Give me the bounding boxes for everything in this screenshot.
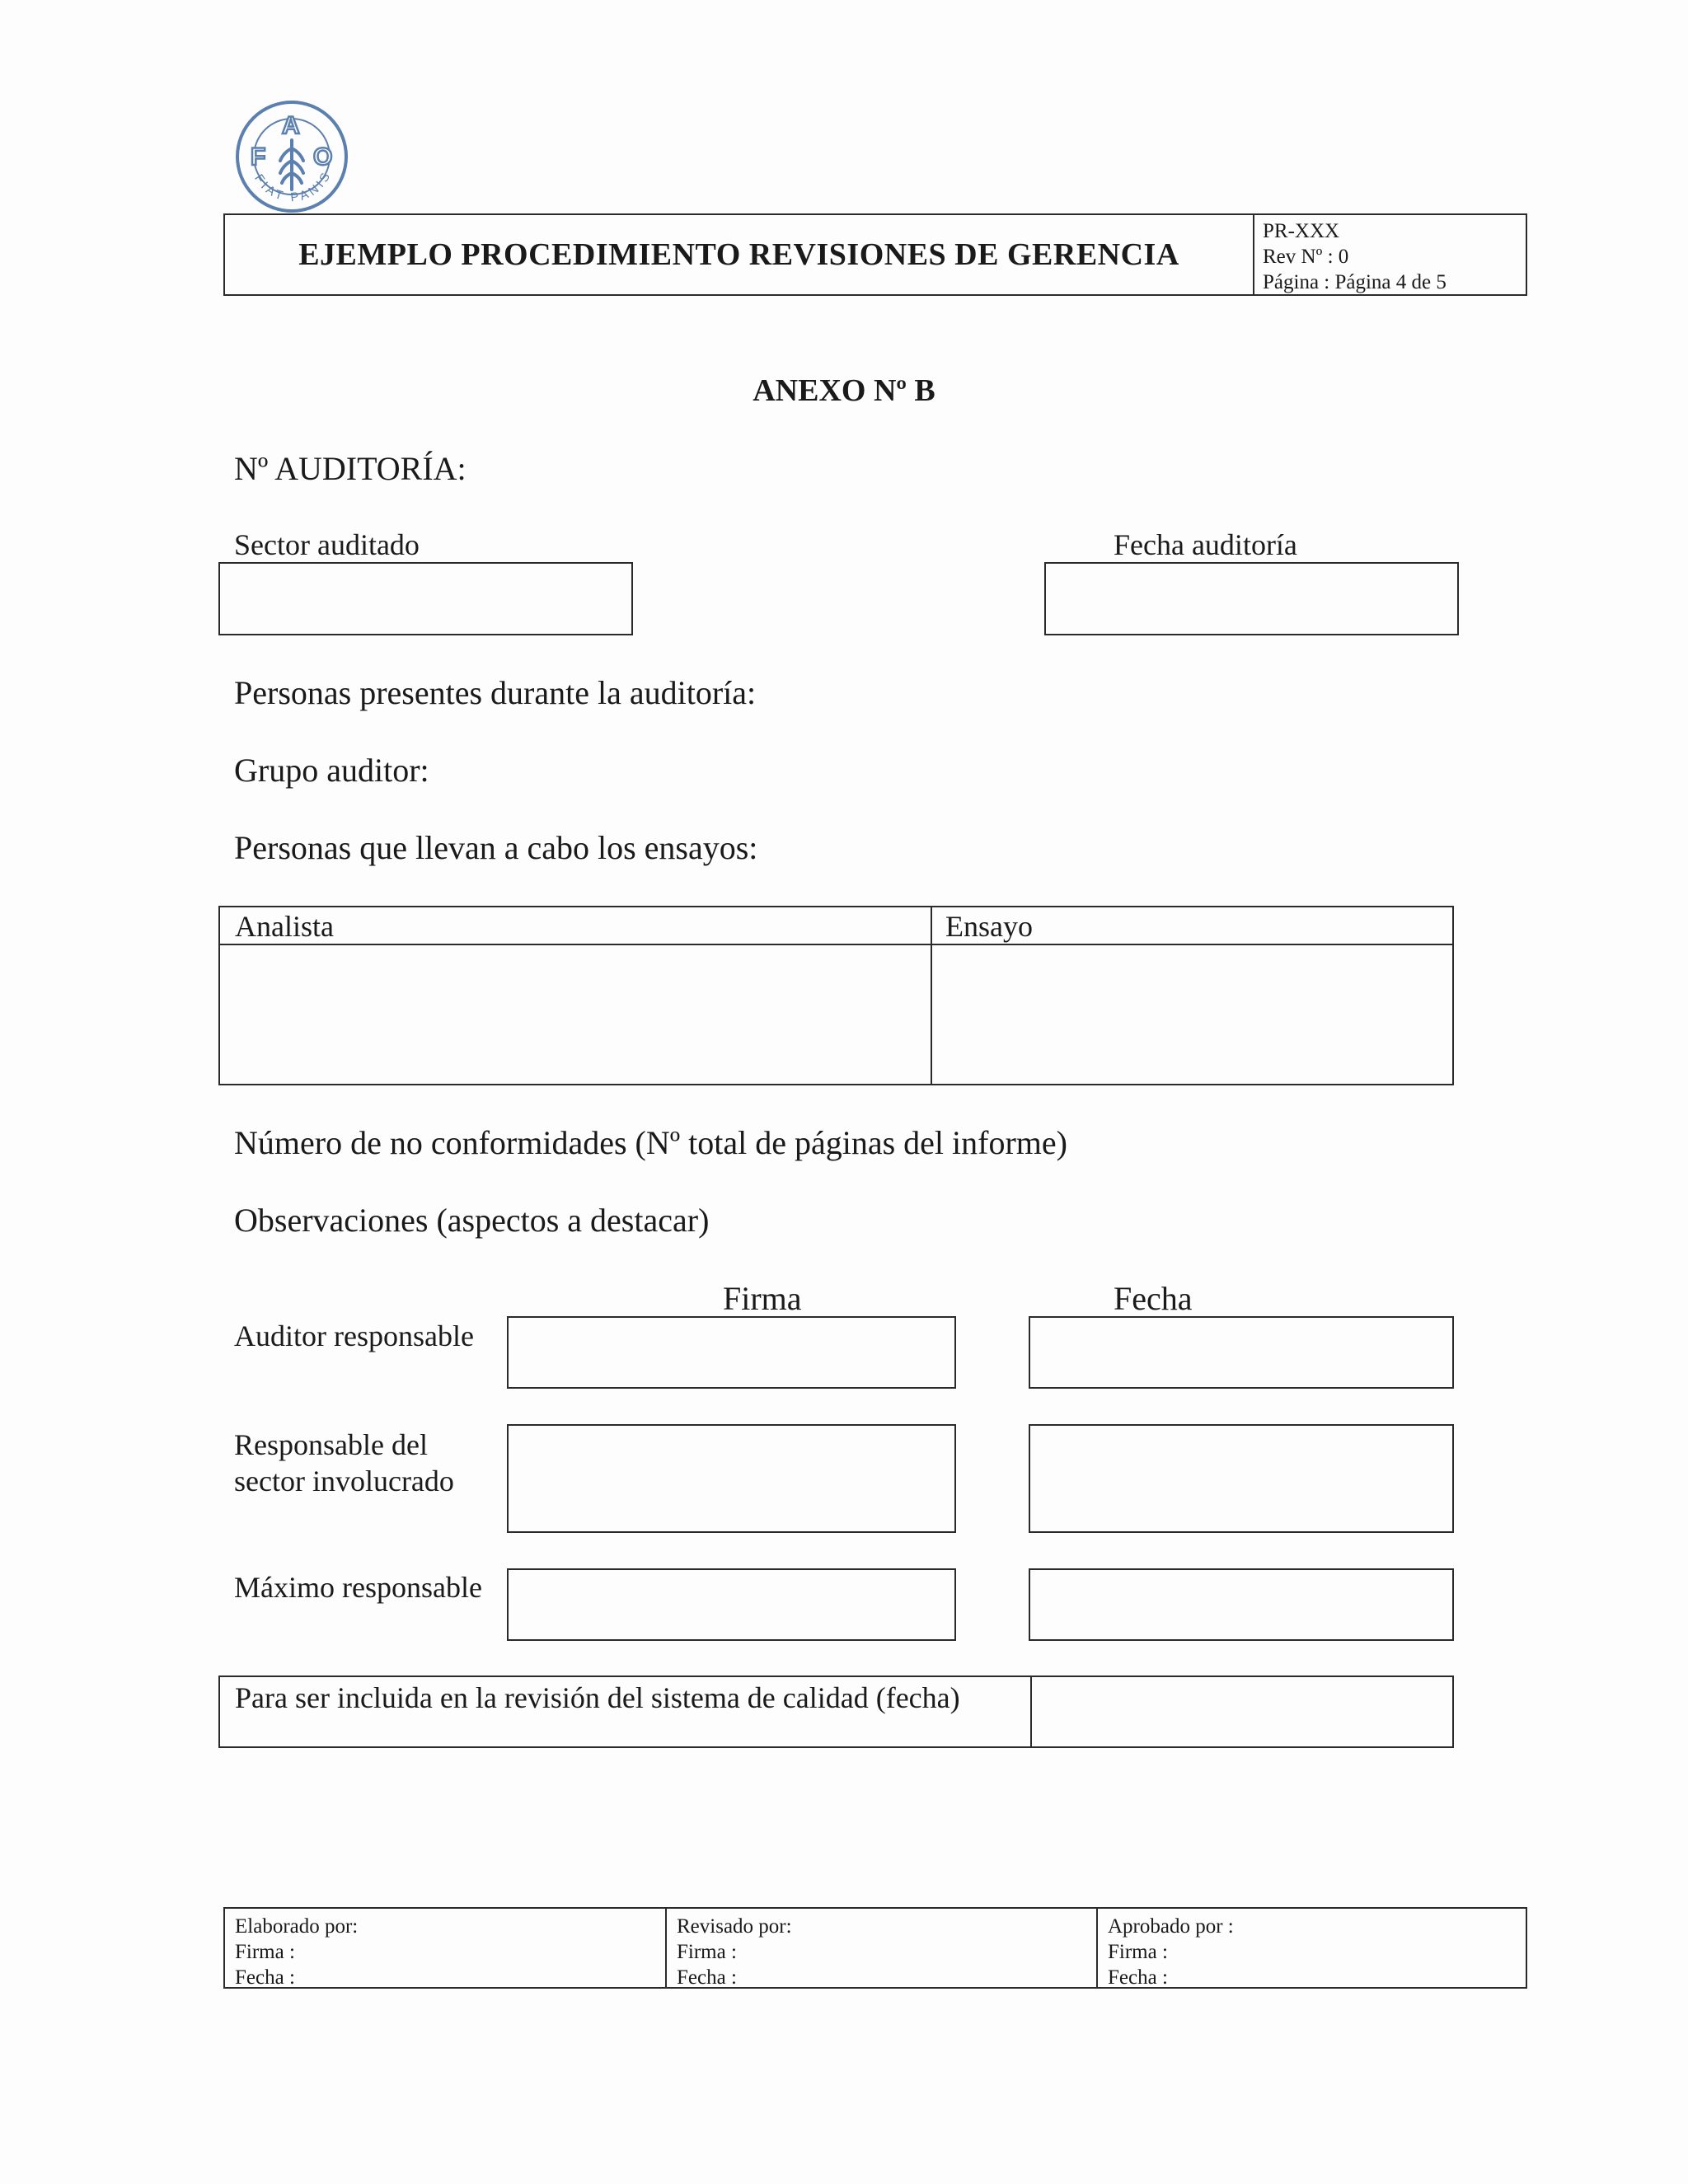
sector-responsible-line2: sector involucrado: [234, 1465, 454, 1497]
page-number: Página : Página 4 de 5: [1263, 271, 1447, 293]
reviewed-by-cell: [665, 1909, 1096, 1987]
sector-responsible-label: [234, 1427, 454, 1499]
approved-by-label: Aprobado por :: [1108, 1915, 1234, 1938]
ensayo-column-header: Ensayo: [945, 910, 1033, 943]
fao-logo-icon: [234, 99, 349, 214]
document-header: [223, 213, 1527, 296]
testers-label: Personas que llevan a cabo los ensayos:: [234, 829, 758, 866]
nonconformities-label: Número de no conformidades (Nº total de páginas del informe): [234, 1124, 1067, 1161]
reviewed-signature-label: Firma :: [677, 1941, 737, 1963]
quality-review-table: [218, 1675, 1454, 1748]
observations-label: Observaciones (aspectos a destacar): [234, 1202, 710, 1239]
max-date-field[interactable]: [1029, 1568, 1454, 1641]
sector-date-field[interactable]: [1029, 1424, 1454, 1533]
annex-title: ANEXO Nº B: [753, 373, 935, 408]
quality-review-label: Para ser incluida en la revisión del sistema de calidad (fecha): [235, 1681, 960, 1714]
logo-motto: FIAT PANIS: [251, 167, 335, 205]
auditor-signature-field[interactable]: [507, 1316, 956, 1389]
table-header-row: [220, 907, 1452, 945]
firma-column-header: Firma: [723, 1280, 802, 1317]
analista-cell[interactable]: [220, 945, 931, 1085]
analista-ensayo-table: [218, 906, 1454, 1085]
approval-footer: [223, 1907, 1527, 1989]
approved-signature-label: Firma :: [1108, 1941, 1168, 1963]
sector-signature-field[interactable]: [507, 1424, 956, 1533]
present-persons-label: Personas presentes durante la auditoría:: [234, 674, 757, 711]
reviewed-by-label: Revisado por:: [677, 1915, 792, 1938]
reviewed-date-label: Fecha :: [677, 1966, 737, 1989]
max-responsible-label: Máximo responsable: [234, 1571, 482, 1604]
ensayo-cell[interactable]: [932, 945, 1454, 1085]
analista-column-header: Analista: [235, 910, 334, 943]
revision-number: Rev Nº : 0: [1263, 246, 1349, 268]
sector-label: Sector auditado: [234, 528, 420, 561]
document-meta: [1263, 218, 1447, 295]
approved-date-label: Fecha :: [1108, 1966, 1168, 1989]
audit-date-field[interactable]: [1044, 562, 1459, 635]
audit-group-label: Grupo auditor:: [234, 752, 429, 789]
elaborated-by-cell: [225, 1909, 665, 1987]
auditor-responsible-label: Auditor responsable: [234, 1319, 474, 1352]
document-code: PR-XXX: [1263, 220, 1340, 242]
elaborated-by-label: Elaborado por:: [235, 1915, 359, 1938]
document-title: EJEMPLO PROCEDIMIENTO REVISIONES DE GERENCIA: [225, 215, 1254, 294]
sector-field[interactable]: [218, 562, 633, 635]
quality-review-date-field[interactable]: [1032, 1677, 1454, 1748]
max-signature-field[interactable]: [507, 1568, 956, 1641]
audit-number-label: Nº AUDITORÍA:: [234, 450, 467, 487]
audit-date-label: Fecha auditoría: [1114, 528, 1297, 561]
approved-by-cell: [1096, 1909, 1526, 1987]
elaborated-date-label: Fecha :: [235, 1966, 295, 1989]
logo-letter-o: O: [313, 143, 333, 171]
logo-letter-f: F: [251, 143, 266, 171]
fecha-column-header: Fecha: [1114, 1280, 1193, 1317]
elaborated-signature-label: Firma :: [235, 1941, 295, 1963]
logo-letter-a: A: [282, 112, 300, 139]
sector-responsible-line1: Responsable del: [234, 1428, 428, 1461]
auditor-date-field[interactable]: [1029, 1316, 1454, 1389]
